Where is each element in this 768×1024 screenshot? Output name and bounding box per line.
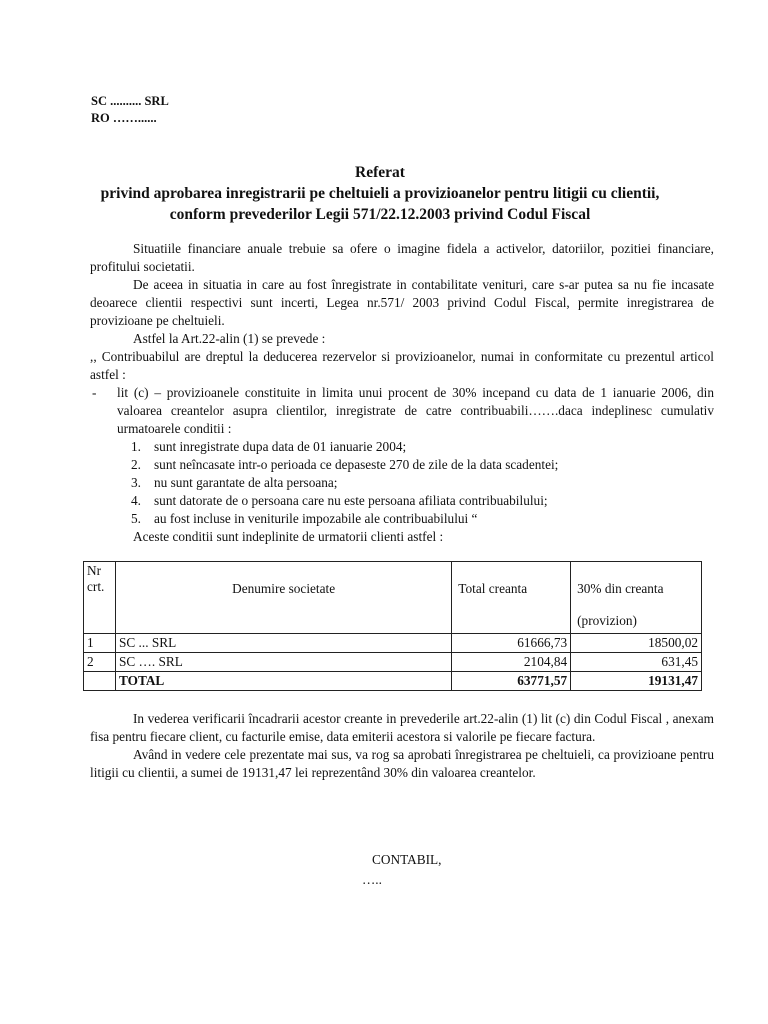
clients-table — [83, 561, 702, 691]
condition-number: 1. — [131, 439, 141, 454]
paragraph-article: Astfel la Art.22-alin (1) se prevede : — [133, 331, 326, 346]
cell-pct-sum: 19131,47 — [571, 672, 702, 691]
cell-total: 2104,84 — [452, 653, 571, 672]
document-title: Referat — [355, 164, 405, 181]
condition-item — [90, 438, 714, 456]
paragraph-context: De aceea in situatia in care au fost înregistrate in contabilitate venituri, care s-ar putea sa nu fie incasate deoarece clientii respectivi sunt incerti, Legea nr.571/ 2003 privind Codul Fiscal, permite inregistrarea de provizioane pe cheltuieli. — [90, 277, 714, 328]
condition-text: sunt datorate de o persoana care nu este persoana afiliata contribuabilului; — [154, 493, 548, 508]
document-subtitle: privind aprobarea inregistrarii pe cheltuieli a provizioanelor pentru litigii cu clientii, conform prevederilor Legii 571/22.12.2003 privind Codul Fiscal — [100, 185, 660, 223]
cell-total-label: TOTAL — [115, 672, 451, 691]
cell-pct: 18500,02 — [571, 634, 702, 653]
condition-item — [90, 510, 714, 528]
header-nr — [84, 562, 116, 634]
company-name: SC .......... SRL — [91, 94, 169, 108]
dash-item — [90, 384, 714, 438]
header-pct-line1: 30% din creanta — [577, 581, 664, 596]
document-closing — [90, 710, 714, 782]
condition-number: 5. — [131, 511, 141, 526]
cell-pct: 631,45 — [571, 653, 702, 672]
paragraph-clients: Aceste conditii sunt indeplinite de urmatorii clienti astfel : — [133, 529, 444, 544]
document-body — [90, 240, 714, 546]
company-ro: RO ……...... — [91, 111, 157, 125]
condition-number: 3. — [131, 475, 141, 490]
paragraph-intro: Situatiile financiare anuale trebuie sa ofere o imagine fidela a activelor, datoriilor, pozitiei financiare, profitului societatii. — [90, 241, 714, 274]
header-pct — [571, 562, 702, 634]
condition-item — [90, 474, 714, 492]
header-nr-line1: Nr — [87, 563, 102, 578]
condition-item — [90, 492, 714, 510]
cell-name: SC ... SRL — [115, 634, 451, 653]
signature-role: CONTABIL, — [372, 852, 442, 867]
header-pct-line2: (provizion) — [577, 613, 637, 628]
condition-text: sunt inregistrate dupa data de 01 ianuarie 2004; — [154, 439, 407, 454]
cell-nr: 1 — [84, 634, 116, 653]
cell-total: 61666,73 — [452, 634, 571, 653]
condition-number: 2. — [131, 457, 141, 472]
paragraph-verification: In vederea verificarii încadrarii acestor creante in prevederile art.22-alin (1) lit (c) din Codul Fiscal , anexam fisa pentru fiecare client, cu facturile emise, data emiterii acestora si valorile pe fiecare factura. — [90, 711, 714, 744]
cell-nr: 2 — [84, 653, 116, 672]
cell-total-sum: 63771,57 — [452, 672, 571, 691]
condition-text: au fost incluse in veniturile impozabile ale contribuabilului “ — [154, 511, 478, 526]
table-header-row — [84, 562, 702, 634]
dash-marker: - — [92, 385, 97, 400]
conditions-list — [90, 438, 714, 528]
table-row — [84, 634, 702, 653]
signature-name: ….. — [362, 872, 382, 887]
header-total: Total creanta — [452, 562, 571, 634]
condition-text: sunt neîncasate intr-o perioada ce depaseste 270 de zile de la data scadentei; — [154, 457, 559, 472]
header-nr-line2: crt. — [87, 579, 105, 594]
dash-item-text: lit (c) – provizioanele constituite in limita unui procent de 30% incepand cu data de 1 ianuarie 2006, din valoarea creantelor asupra clientilor, inregistrate de catre contribuabili…….daca indeplinesc cumulativ urmatoarele conditii : — [117, 385, 714, 436]
cell-name: SC …. SRL — [115, 653, 451, 672]
table-total-row — [84, 672, 702, 691]
table-row — [84, 653, 702, 672]
paragraph-quote: ,, Contribuabilul are dreptul la deducerea rezervelor si provizioanelor, numai in conformitate cu prezentul articol astfel : — [90, 349, 714, 382]
condition-number: 4. — [131, 493, 141, 508]
paragraph-request: Având in vedere cele prezentate mai sus, va rog sa aprobati înregistrarea pe cheltuieli, ca provizioane pentru litigii cu clientii, a sumei de 19131,47 lei reprezentând 30% din valoarea creantelor. — [90, 747, 714, 780]
condition-item — [90, 456, 714, 474]
header-name: Denumire societate — [115, 562, 451, 634]
cell-nr — [84, 672, 116, 691]
condition-text: nu sunt garantate de alta persoana; — [154, 475, 338, 490]
